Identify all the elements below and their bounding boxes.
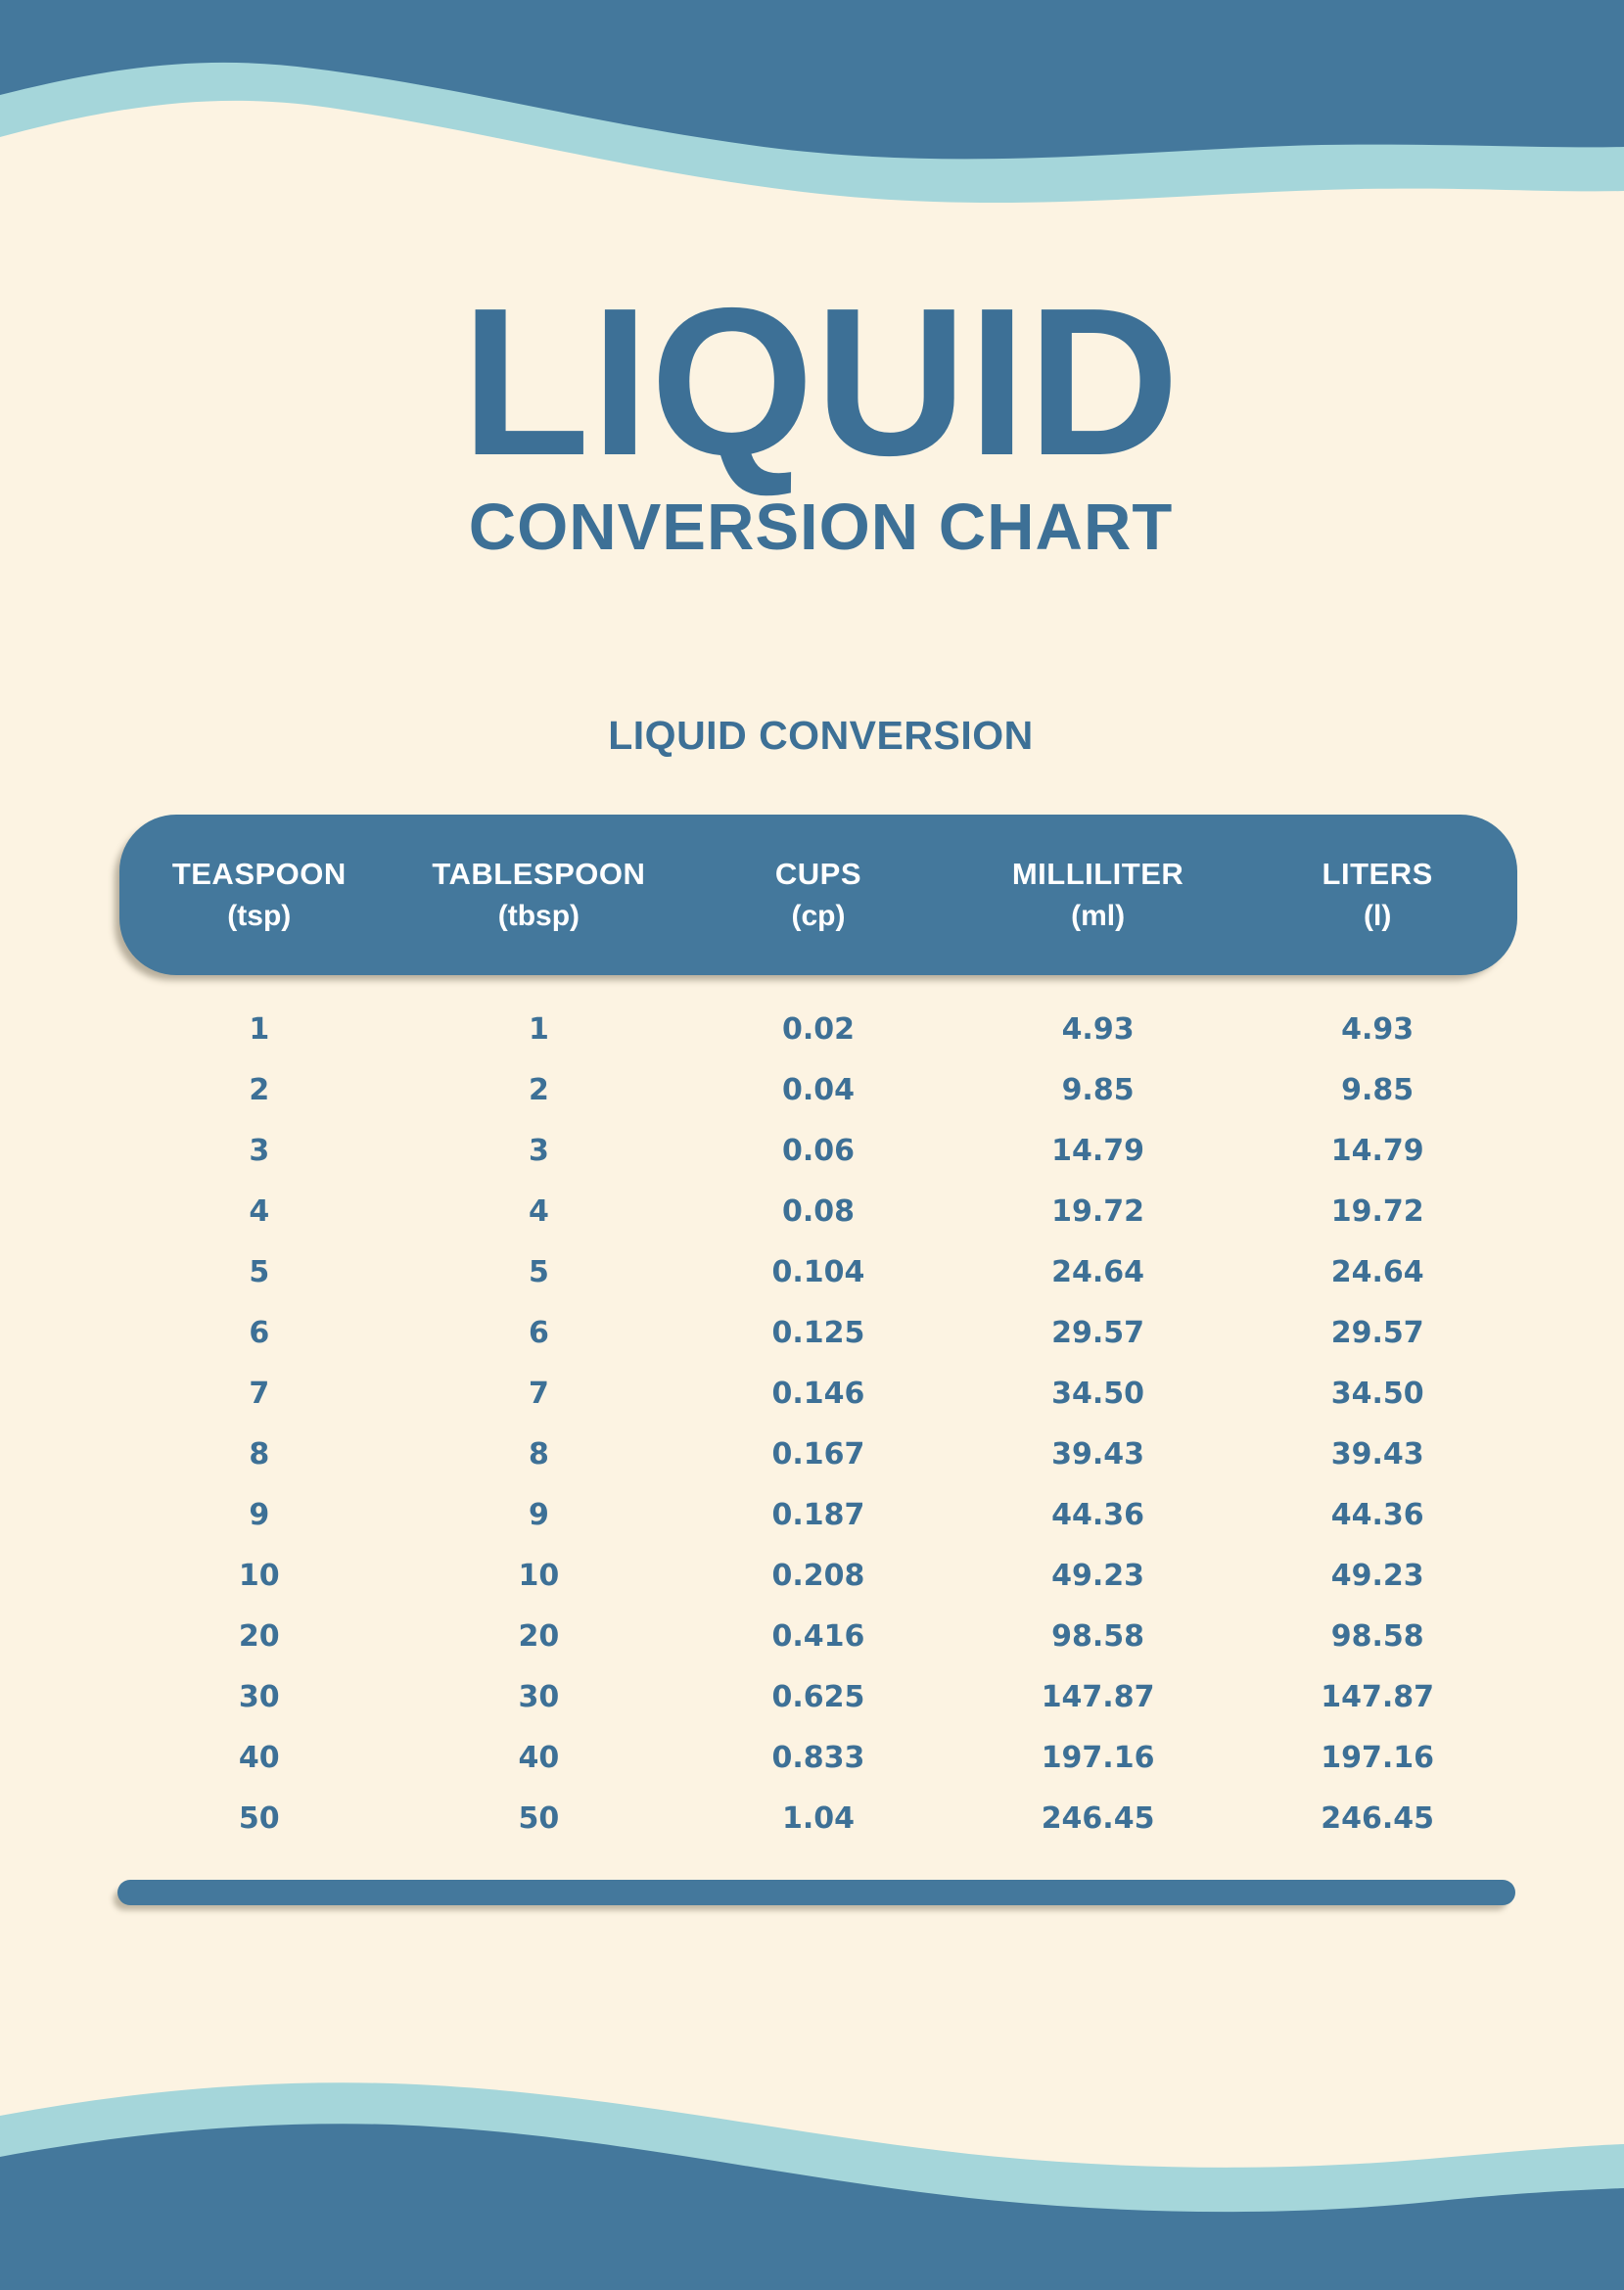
table-cell: 19.72 bbox=[1330, 1193, 1424, 1229]
table-cell: 50 bbox=[238, 1800, 280, 1836]
table-cell: 4.93 bbox=[1061, 1011, 1135, 1047]
table-cell: 2 bbox=[249, 1072, 270, 1107]
table-cell: 1 bbox=[249, 1011, 270, 1047]
table-cell: 6 bbox=[528, 1315, 549, 1350]
table-cell: 0.02 bbox=[781, 1011, 855, 1047]
table-cell: 6 bbox=[249, 1315, 270, 1350]
table-bottom-bar bbox=[117, 1880, 1515, 1905]
table-cell: 50 bbox=[518, 1800, 560, 1836]
table-row bbox=[119, 1545, 1517, 1606]
column-unit: (tbsp) bbox=[497, 900, 580, 932]
table-cell: 4 bbox=[249, 1193, 270, 1229]
table-cell: 246.45 bbox=[1041, 1800, 1155, 1836]
table-cell: 39.43 bbox=[1330, 1436, 1424, 1472]
table-cell: 7 bbox=[528, 1376, 549, 1411]
table-cell: 29.57 bbox=[1051, 1315, 1145, 1350]
table-cell: 0.104 bbox=[771, 1254, 865, 1289]
table-cell: 7 bbox=[249, 1376, 270, 1411]
table-cell: 10 bbox=[238, 1558, 280, 1593]
table-cell: 19.72 bbox=[1051, 1193, 1145, 1229]
table-cell: 0.625 bbox=[771, 1679, 865, 1714]
table-cell: 9.85 bbox=[1341, 1072, 1415, 1107]
table-row bbox=[119, 1484, 1517, 1545]
table-body bbox=[119, 999, 1517, 1848]
table-cell: 29.57 bbox=[1330, 1315, 1424, 1350]
table-cell: 0.08 bbox=[781, 1193, 855, 1229]
table-cell: 0.125 bbox=[771, 1315, 865, 1350]
table-cell: 44.36 bbox=[1330, 1497, 1424, 1532]
table-cell: 34.50 bbox=[1051, 1376, 1145, 1411]
table-cell: 98.58 bbox=[1051, 1618, 1145, 1654]
column-header-cups bbox=[678, 815, 958, 975]
table-cell: 147.87 bbox=[1041, 1679, 1155, 1714]
table-cell: 14.79 bbox=[1330, 1133, 1424, 1168]
table-cell: 0.06 bbox=[781, 1133, 855, 1168]
table-row bbox=[119, 1424, 1517, 1484]
table-cell: 44.36 bbox=[1051, 1497, 1145, 1532]
table-cell: 39.43 bbox=[1051, 1436, 1145, 1472]
table-cell: 3 bbox=[528, 1133, 549, 1168]
column-header-teaspoon bbox=[119, 815, 399, 975]
column-header-milliliter bbox=[958, 815, 1238, 975]
table-cell: 246.45 bbox=[1321, 1800, 1435, 1836]
table-row bbox=[119, 999, 1517, 1059]
column-header-tablespoon bbox=[399, 815, 679, 975]
column-unit: (l) bbox=[1364, 900, 1392, 932]
table-cell: 49.23 bbox=[1330, 1558, 1424, 1593]
table-row bbox=[119, 1120, 1517, 1181]
table-cell: 8 bbox=[249, 1436, 270, 1472]
table-row bbox=[119, 1363, 1517, 1424]
footer-wave-decoration bbox=[0, 1995, 1624, 2290]
table-cell: 49.23 bbox=[1051, 1558, 1145, 1593]
column-unit: (tsp) bbox=[227, 900, 292, 932]
table-row bbox=[119, 1181, 1517, 1241]
column-label: LITERS bbox=[1322, 857, 1433, 891]
column-unit: (ml) bbox=[1071, 900, 1126, 932]
table-cell: 4 bbox=[528, 1193, 549, 1229]
conversion-table bbox=[119, 815, 1517, 1836]
table-cell: 30 bbox=[238, 1679, 280, 1714]
table-cell: 24.64 bbox=[1330, 1254, 1424, 1289]
table-cell: 20 bbox=[238, 1618, 280, 1654]
table-cell: 9 bbox=[528, 1497, 549, 1532]
column-label: CUPS bbox=[774, 857, 862, 891]
table-cell: 30 bbox=[518, 1679, 560, 1714]
column-unit: (cp) bbox=[791, 900, 846, 932]
table-cell: 5 bbox=[528, 1254, 549, 1289]
table-cell: 197.16 bbox=[1041, 1740, 1155, 1775]
table-cell: 0.04 bbox=[781, 1072, 855, 1107]
column-label: TEASPOON bbox=[171, 857, 347, 891]
table-row bbox=[119, 1302, 1517, 1363]
table-cell: 0.146 bbox=[771, 1376, 865, 1411]
column-label: TABLESPOON bbox=[432, 857, 646, 891]
table-cell: 0.167 bbox=[771, 1436, 865, 1472]
table-cell: 0.416 bbox=[771, 1618, 865, 1654]
table-cell: 40 bbox=[238, 1740, 280, 1775]
header-wave-decoration bbox=[0, 0, 1624, 230]
section-title: LIQUID CONVERSION bbox=[608, 713, 1034, 758]
table-cell: 0.187 bbox=[771, 1497, 865, 1532]
table-cell: 8 bbox=[528, 1436, 549, 1472]
table-cell: 14.79 bbox=[1051, 1133, 1145, 1168]
table-cell: 2 bbox=[528, 1072, 549, 1107]
table-row bbox=[119, 1606, 1517, 1666]
table-row bbox=[119, 1241, 1517, 1302]
table-row bbox=[119, 1727, 1517, 1788]
table-row bbox=[119, 1666, 1517, 1727]
table-cell: 1 bbox=[528, 1011, 549, 1047]
table-cell: 1.04 bbox=[781, 1800, 855, 1836]
table-cell: 10 bbox=[518, 1558, 560, 1593]
table-cell: 197.16 bbox=[1321, 1740, 1435, 1775]
page-subtitle: CONVERSION CHART bbox=[468, 491, 1174, 564]
column-header-liters bbox=[1237, 815, 1517, 975]
table-row bbox=[119, 1059, 1517, 1120]
column-label: MILLILITER bbox=[1011, 857, 1184, 891]
table-cell: 0.208 bbox=[771, 1558, 865, 1593]
page-title: LIQUID bbox=[461, 263, 1181, 499]
table-cell: 4.93 bbox=[1341, 1011, 1415, 1047]
table-header-row bbox=[119, 815, 1517, 975]
table-cell: 5 bbox=[249, 1254, 270, 1289]
table-cell: 9 bbox=[249, 1497, 270, 1532]
table-cell: 40 bbox=[518, 1740, 560, 1775]
table-cell: 0.833 bbox=[771, 1740, 865, 1775]
table-cell: 24.64 bbox=[1051, 1254, 1145, 1289]
table-cell: 98.58 bbox=[1330, 1618, 1424, 1654]
table-cell: 3 bbox=[249, 1133, 270, 1168]
table-row bbox=[119, 1788, 1517, 1848]
table-cell: 34.50 bbox=[1330, 1376, 1424, 1411]
table-cell: 147.87 bbox=[1321, 1679, 1435, 1714]
table-cell: 9.85 bbox=[1061, 1072, 1135, 1107]
table-cell: 20 bbox=[518, 1618, 560, 1654]
